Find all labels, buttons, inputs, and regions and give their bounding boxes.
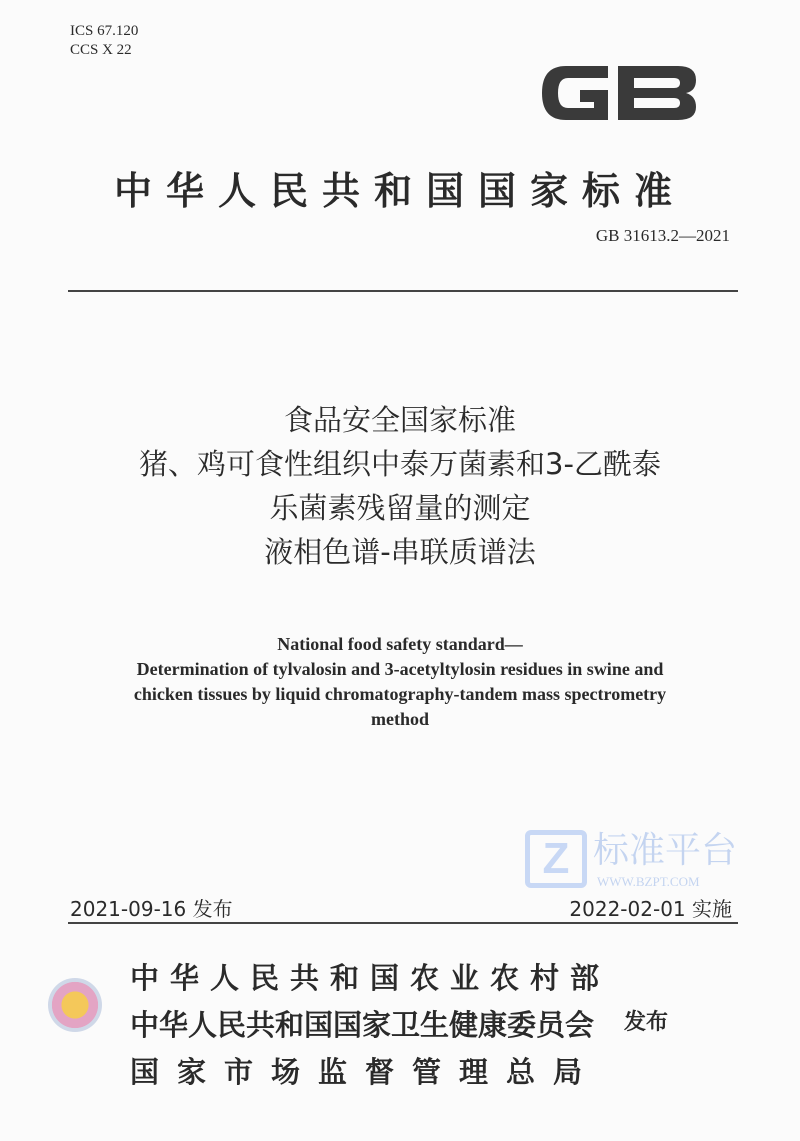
ccs-code: CCS X 22 <box>70 42 132 58</box>
issuer: 中华人民共和国国家卫生健康委员会 <box>130 1008 595 1042</box>
chinese-title <box>0 398 800 574</box>
classification-codes <box>70 22 138 60</box>
publish-label: 发布 <box>624 1010 669 1035</box>
title-line: chicken tissues by liquid chromatography-tandem mass spectrometry <box>133 684 667 704</box>
national-emblem-icon <box>48 978 102 1032</box>
ics-code: ICS 67.120 <box>70 23 139 39</box>
issuer: 国家市场监督管理总局 <box>130 1055 601 1089</box>
title-line: National food safety standard— <box>277 634 523 654</box>
watermark-name: 标准平台 <box>593 830 738 870</box>
title-line: 食品安全国家标准 <box>283 403 516 437</box>
gb-logo-icon <box>538 58 700 128</box>
title-line: 液相色谱-串联质谱法 <box>264 535 536 569</box>
standard-number: GB 31613.2—2021 <box>595 226 730 245</box>
title-line: 乐菌素残留量的测定 <box>269 491 531 525</box>
divider <box>68 922 738 924</box>
issuing-authorities <box>130 955 610 1096</box>
english-title <box>0 632 800 732</box>
watermark-url: WWW.BZPT.COM <box>597 874 700 889</box>
standard-type-title: 中华人民共和国国家标准 <box>113 169 686 213</box>
issuer: 中华人民共和国农业农村部 <box>130 961 611 995</box>
title-line: method <box>371 709 429 729</box>
implementation-date: 2022-02-01 实施 <box>569 897 732 921</box>
title-line: Determination of tylvalosin and 3-acetyltylosin residues in swine and <box>136 659 664 679</box>
watermark-logo-icon: Z <box>525 830 587 888</box>
divider <box>68 290 738 292</box>
issue-date: 2021-09-16 发布 <box>70 897 233 921</box>
title-line: 猪、鸡可食性组织中泰万菌素和3-乙酰泰 <box>139 447 661 481</box>
